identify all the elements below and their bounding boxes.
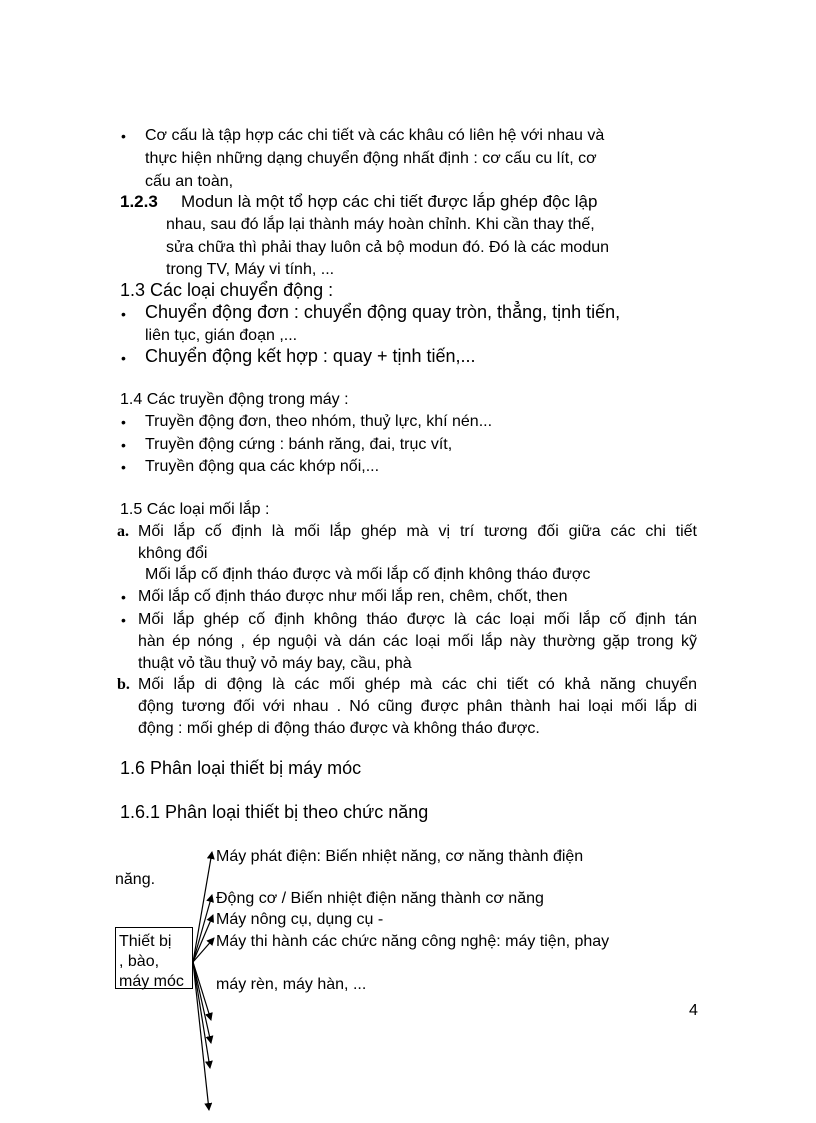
paragraph-line: cấu an toàn, (145, 173, 234, 190)
bullet-icon: • (121, 414, 126, 430)
diagram-item-machining: Máy thi hành các chức năng công nghệ: máy tiện, phay (216, 933, 610, 950)
bullet-icon: • (121, 437, 126, 453)
bullet-icon: • (121, 350, 126, 366)
list-item: Chuyển động đơn : chuyển động quay tròn, thẳng, tịnh tiến, (145, 302, 621, 322)
arrow-to-tools (193, 915, 213, 962)
equipment-box-label: Thiết bị (119, 933, 172, 950)
bullet-icon: • (121, 459, 126, 475)
paragraph-line: Mối lắp cố định là mối lắp ghép mà vị trí tương đối giữa các chi tiết (138, 523, 697, 540)
arrow-down (193, 962, 210, 1068)
list-label: b. (117, 676, 130, 693)
section-heading: 1.4 Các truyền động trong máy : (120, 391, 349, 408)
list-item: Chuyển động kết hợp : quay + tịnh tiến,... (145, 346, 476, 366)
paragraph-line: Modun là một tổ hợp các chi tiết được lắp ghép độc lập (181, 192, 598, 211)
list-item: hàn ép nóng , ép nguội và dán các loại mối lắp này thường gặp trong kỹ (138, 633, 697, 650)
paragraph-line: Mối lắp cố định tháo được và mối lắp cố định không tháo được (145, 566, 591, 583)
section-heading: 1.3 Các loại chuyển động : (120, 280, 334, 300)
paragraph-line: nhau, sau đó lắp lại thành máy hoàn chỉnh. Khi cần thay thế, (166, 216, 595, 233)
section-heading: 1.6 Phân loại thiết bị máy móc (120, 758, 362, 778)
diagram-item-tools: Máy nông cụ, dụng cụ - (216, 911, 384, 928)
list-item: liên tục, gián đoạn ,... (145, 327, 298, 344)
list-item: Truyền động đơn, theo nhóm, thuỷ lực, khí nén... (145, 413, 493, 430)
paragraph-line: thực hiện những dạng chuyển động nhất định : cơ cấu cu lít, cơ (145, 150, 597, 167)
subsection-heading: 1.6.1 Phân loại thiết bị theo chức năng (120, 802, 429, 822)
bullet-icon: • (121, 589, 126, 605)
list-item: Truyền động qua các khớp nối,... (145, 458, 380, 475)
list-item: thuật vỏ tầu thuỷ vỏ máy bay, cầu, phà (138, 655, 412, 672)
list-item: Mối lắp ghép cố định không tháo được là các loại mối lắp cố định tán (138, 611, 697, 628)
arrow-down (193, 962, 211, 1043)
paragraph-line: Mối lắp di động là các mối ghép mà các chi tiết có khả năng chuyển (138, 676, 697, 693)
bullet-icon: • (121, 128, 126, 144)
paragraph-line: không đổi (138, 545, 208, 562)
paragraph-line: sửa chữa thì phải thay luôn cả bộ modun đó. Đó là các modun (166, 239, 610, 256)
equipment-box-label: máy móc (119, 973, 184, 990)
list-item: Mối lắp cố định tháo được như mối lắp ren, chêm, chốt, then (138, 588, 568, 605)
paragraph-line: động tương đối với nhau . Nó cũng được phân thành hai loại mối lắp di (138, 698, 697, 715)
paragraph-line: Cơ cấu là tập hợp các chi tiết và các khâu có liên hệ với nhau và (145, 127, 605, 144)
list-item: Truyền động cứng : bánh răng, đai, trục vít, (145, 436, 453, 453)
diagram-item-generator: Máy phát điện: Biến nhiệt năng, cơ năng thành điện (216, 848, 584, 865)
equipment-box-label: , bào, (119, 953, 160, 970)
bullet-icon: • (121, 306, 126, 322)
paragraph-line: trong TV, Máy vi tính, ... (166, 261, 335, 278)
bullet-icon: • (121, 612, 126, 628)
section-number: 1.2.3 (120, 192, 158, 211)
section-heading: 1.5 Các loại mối lắp : (120, 501, 270, 518)
diagram-item-machining: máy rèn, máy hàn, ... (216, 976, 367, 993)
diagram-item-generator: năng. (115, 871, 156, 888)
diagram-item-engine: Động cơ / Biến nhiệt điện năng thành cơ năng (216, 890, 544, 907)
list-label: a. (117, 523, 129, 540)
page-number: 4 (689, 1002, 698, 1019)
paragraph-line: động : mối ghép di động tháo được và không tháo được. (138, 720, 540, 737)
arrow-down (193, 962, 209, 1110)
